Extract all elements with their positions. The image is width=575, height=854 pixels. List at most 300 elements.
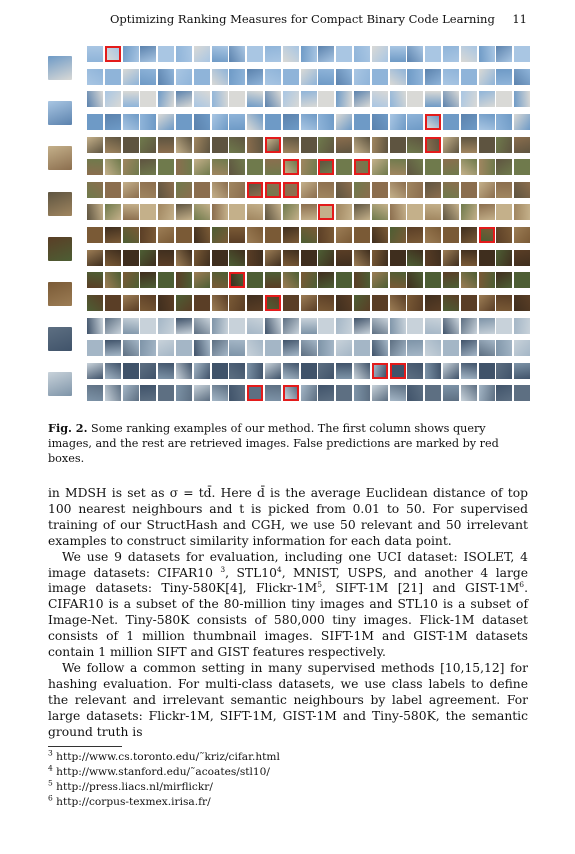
retrieved-thumbnail — [87, 227, 103, 243]
retrieved-thumbnail — [194, 69, 210, 85]
retrieved-thumbnail — [336, 295, 352, 311]
retrieved-thumbnail — [87, 363, 103, 379]
footnote-item — [48, 765, 528, 780]
retrieved-thumbnail — [443, 272, 459, 288]
retrieved-thumbnail — [140, 182, 156, 198]
retrieved-thumbnail — [461, 272, 477, 288]
retrieved-thumbnail — [479, 318, 495, 334]
retrieved-thumbnail — [301, 318, 317, 334]
retrieved-thumbnail — [123, 69, 139, 85]
retrieved-thumbnail — [301, 114, 317, 130]
retrieved-thumbnail — [496, 204, 512, 220]
false-prediction-thumbnail — [283, 159, 299, 175]
retrieved-thumbnail — [301, 250, 317, 266]
retrieved-thumbnail — [247, 69, 263, 85]
retrieved-thumbnail — [283, 363, 299, 379]
retrieved-thumbnail — [265, 159, 281, 175]
retrieved-thumbnail — [123, 295, 139, 311]
retrieved-thumbnail — [301, 363, 317, 379]
retrieved-thumbnail — [105, 204, 121, 220]
retrieved-thumbnail — [212, 182, 228, 198]
retrieved-thumbnail — [194, 159, 210, 175]
retrieved-thumbnail — [87, 318, 103, 334]
retrieved-thumbnail — [194, 250, 210, 266]
retrieved-thumbnail — [354, 318, 370, 334]
retrieved-thumbnail — [158, 295, 174, 311]
retrieved-thumbnail — [158, 340, 174, 356]
retrieved-thumbnail — [479, 250, 495, 266]
retrieved-thumbnail — [496, 272, 512, 288]
retrieved-thumbnail — [407, 137, 423, 153]
retrieved-thumbnail — [176, 250, 192, 266]
retrieved-thumbnail — [390, 272, 406, 288]
footnote-rule — [48, 746, 122, 747]
retrieved-thumbnail — [229, 318, 245, 334]
footnote-item — [48, 795, 528, 810]
retrieved-thumbnail — [176, 204, 192, 220]
retrieved-thumbnail — [479, 46, 495, 62]
retrieved-thumbnail — [318, 272, 334, 288]
retrieved-thumbnail — [443, 363, 459, 379]
retrieved-thumbnail — [372, 91, 388, 107]
retrieved-thumbnail — [372, 227, 388, 243]
retrieved-thumbnail — [318, 69, 334, 85]
retrieved-thumbnail — [87, 340, 103, 356]
retrieved-thumbnail — [212, 250, 228, 266]
retrieved-thumbnail — [479, 385, 495, 401]
retrieved-thumbnail — [301, 182, 317, 198]
retrieved-thumbnail — [390, 227, 406, 243]
retrieved-thumbnail — [425, 340, 441, 356]
retrieved-thumbnail — [229, 340, 245, 356]
retrieved-thumbnail — [194, 227, 210, 243]
retrieved-thumbnail — [443, 91, 459, 107]
body-text — [48, 486, 528, 741]
retrieved-thumbnail — [105, 295, 121, 311]
retrieved-thumbnail — [354, 363, 370, 379]
retrieved-thumbnail — [354, 182, 370, 198]
retrieved-thumbnail — [318, 250, 334, 266]
false-prediction-thumbnail — [265, 295, 281, 311]
retrieved-thumbnail — [158, 318, 174, 334]
false-prediction-thumbnail — [354, 159, 370, 175]
retrieved-thumbnail — [461, 318, 477, 334]
retrieved-thumbnail — [158, 227, 174, 243]
retrieved-thumbnail — [354, 250, 370, 266]
retrieved-thumbnail — [105, 385, 121, 401]
retrieved-thumbnail — [407, 363, 423, 379]
paragraph-2 — [48, 550, 528, 661]
retrieved-thumbnail — [318, 227, 334, 243]
retrieved-thumbnail — [496, 250, 512, 266]
retrieved-thumbnail — [140, 250, 156, 266]
retrieved-thumbnail — [229, 114, 245, 130]
retrieved-thumbnail — [87, 182, 103, 198]
false-prediction-thumbnail — [247, 182, 263, 198]
retrieved-thumbnail — [140, 340, 156, 356]
retrieved-thumbnail — [372, 69, 388, 85]
retrieved-thumbnail — [283, 295, 299, 311]
retrieved-thumbnail — [140, 295, 156, 311]
retrieved-thumbnail — [283, 204, 299, 220]
retrieved-thumbnail — [372, 340, 388, 356]
page-number: 11 — [512, 12, 527, 26]
retrieved-thumbnail — [283, 340, 299, 356]
retrieved-thumbnail — [443, 114, 459, 130]
retrieved-thumbnail — [390, 182, 406, 198]
footnote-link[interactable]: http://corpus-texmex.irisa.fr/ — [56, 796, 211, 808]
retrieved-thumbnail — [247, 250, 263, 266]
retrieved-thumbnail — [390, 204, 406, 220]
figure-caption — [48, 421, 528, 466]
false-prediction-thumbnail — [265, 182, 281, 198]
retrieved-thumbnail — [194, 46, 210, 62]
retrieved-thumbnail — [247, 272, 263, 288]
retrieved-thumbnail — [123, 272, 139, 288]
retrieved-thumbnail — [87, 204, 103, 220]
query-image — [48, 237, 72, 261]
retrieved-thumbnail — [461, 182, 477, 198]
retrieved-thumbnail — [176, 91, 192, 107]
retrieved-thumbnail — [354, 137, 370, 153]
query-image — [48, 192, 72, 216]
retrieved-thumbnail — [212, 204, 228, 220]
retrieved-thumbnail — [425, 91, 441, 107]
retrieved-thumbnail — [461, 46, 477, 62]
retrieved-thumbnail — [496, 46, 512, 62]
retrieved-thumbnail — [140, 272, 156, 288]
retrieved-thumbnail — [194, 204, 210, 220]
retrieved-thumbnail — [354, 204, 370, 220]
retrieved-thumbnail — [443, 340, 459, 356]
retrieved-thumbnail — [443, 318, 459, 334]
retrieved-thumbnail — [390, 69, 406, 85]
retrieved-thumbnail — [372, 46, 388, 62]
false-prediction-thumbnail — [265, 137, 281, 153]
retrieved-thumbnail — [140, 137, 156, 153]
retrieved-thumbnail — [283, 69, 299, 85]
retrieved-thumbnail — [496, 295, 512, 311]
retrieved-thumbnail — [461, 295, 477, 311]
retrieved-thumbnail — [318, 295, 334, 311]
retrieved-thumbnail — [283, 272, 299, 288]
retrieved-thumbnail — [407, 182, 423, 198]
retrieved-thumbnail — [265, 69, 281, 85]
retrieved-images-grid — [87, 46, 530, 408]
retrieved-thumbnail — [318, 114, 334, 130]
retrieved-thumbnail — [283, 46, 299, 62]
retrieved-thumbnail — [372, 318, 388, 334]
retrieved-thumbnail — [176, 182, 192, 198]
retrieved-thumbnail — [336, 204, 352, 220]
retrieved-thumbnail — [229, 363, 245, 379]
retrieved-thumbnail — [301, 340, 317, 356]
retrieved-thumbnail — [336, 46, 352, 62]
retrieved-thumbnail — [479, 340, 495, 356]
retrieved-thumbnail — [443, 385, 459, 401]
retrieved-thumbnail — [336, 227, 352, 243]
footnote-ref: 6 — [519, 580, 525, 590]
retrieved-thumbnail — [247, 137, 263, 153]
retrieved-thumbnail — [425, 227, 441, 243]
retrieved-thumbnail — [247, 159, 263, 175]
retrieved-thumbnail — [461, 137, 477, 153]
retrieved-thumbnail — [105, 363, 121, 379]
retrieved-thumbnail — [247, 363, 263, 379]
retrieved-thumbnail — [176, 46, 192, 62]
retrieved-thumbnail — [461, 159, 477, 175]
footnote-number: 6 — [48, 793, 53, 803]
p2-part-b: , STL10 — [225, 565, 277, 580]
retrieved-thumbnail — [336, 114, 352, 130]
footnote-item — [48, 750, 528, 765]
retrieved-thumbnail — [479, 137, 495, 153]
retrieved-thumbnail — [105, 250, 121, 266]
footnote-number: 3 — [48, 748, 53, 758]
retrieved-thumbnail — [123, 227, 139, 243]
retrieved-thumbnail — [354, 295, 370, 311]
retrieved-thumbnail — [283, 114, 299, 130]
paragraph-1: in MDSH is set as σ = td̄. Here d̄ is the average Euclidean distance of top 100 nearest neighbours and t is picked from 0.01 to 50. For supervised training of our StructHash and CGH, we use 50 relevant and 50 irrelevant examples to construct similarity information for each data point. — [48, 486, 528, 548]
retrieved-thumbnail — [514, 340, 530, 356]
retrieved-thumbnail — [514, 114, 530, 130]
retrieved-thumbnail — [194, 318, 210, 334]
retrieved-thumbnail — [407, 204, 423, 220]
false-prediction-thumbnail — [425, 137, 441, 153]
retrieved-thumbnail — [496, 340, 512, 356]
retrieved-thumbnail — [229, 137, 245, 153]
false-prediction-thumbnail — [105, 46, 121, 62]
retrieved-thumbnail — [514, 137, 530, 153]
retrieved-thumbnail — [425, 272, 441, 288]
retrieved-thumbnail — [176, 137, 192, 153]
retrieved-thumbnail — [390, 318, 406, 334]
retrieved-thumbnail — [372, 137, 388, 153]
retrieved-thumbnail — [87, 137, 103, 153]
retrieved-thumbnail — [140, 114, 156, 130]
retrieved-thumbnail — [283, 137, 299, 153]
retrieved-thumbnail — [443, 46, 459, 62]
retrieved-thumbnail — [229, 159, 245, 175]
retrieved-thumbnail — [372, 272, 388, 288]
retrieved-thumbnail — [212, 363, 228, 379]
retrieved-thumbnail — [390, 340, 406, 356]
retrieved-thumbnail — [212, 91, 228, 107]
retrieved-thumbnail — [123, 46, 139, 62]
retrieved-thumbnail — [265, 204, 281, 220]
retrieved-thumbnail — [479, 159, 495, 175]
retrieved-thumbnail — [283, 227, 299, 243]
retrieved-thumbnail — [425, 69, 441, 85]
retrieved-thumbnail — [158, 182, 174, 198]
retrieved-thumbnail — [123, 91, 139, 107]
retrieved-thumbnail — [87, 385, 103, 401]
false-prediction-thumbnail — [318, 204, 334, 220]
retrieved-thumbnail — [496, 69, 512, 85]
retrieved-thumbnail — [229, 204, 245, 220]
retrieved-thumbnail — [407, 340, 423, 356]
retrieved-thumbnail — [247, 46, 263, 62]
retrieved-thumbnail — [123, 250, 139, 266]
retrieved-thumbnail — [158, 204, 174, 220]
retrieved-thumbnail — [212, 137, 228, 153]
retrieved-thumbnail — [443, 69, 459, 85]
retrieved-thumbnail — [194, 91, 210, 107]
caption-text: Some ranking examples of our method. The first column shows query images, and the rest are retrieved images. False predictions are marked by red boxes. — [48, 422, 499, 465]
retrieved-thumbnail — [105, 159, 121, 175]
retrieved-thumbnail — [212, 318, 228, 334]
retrieved-thumbnail — [212, 69, 228, 85]
retrieved-thumbnail — [87, 114, 103, 130]
retrieved-thumbnail — [123, 114, 139, 130]
retrieved-thumbnail — [407, 91, 423, 107]
footnote-link[interactable]: http://press.liacs.nl/mirflickr/ — [56, 781, 213, 793]
retrieved-thumbnail — [461, 340, 477, 356]
retrieved-thumbnail — [479, 363, 495, 379]
retrieved-thumbnail — [514, 318, 530, 334]
retrieved-thumbnail — [176, 272, 192, 288]
false-prediction-thumbnail — [390, 363, 406, 379]
retrieved-thumbnail — [176, 159, 192, 175]
retrieved-thumbnail — [194, 137, 210, 153]
retrieved-thumbnail — [390, 91, 406, 107]
retrieved-thumbnail — [390, 114, 406, 130]
retrieved-thumbnail — [283, 250, 299, 266]
retrieved-thumbnail — [496, 159, 512, 175]
false-prediction-thumbnail — [479, 227, 495, 243]
retrieved-thumbnail — [123, 182, 139, 198]
footnote-ref: 4 — [276, 564, 282, 574]
retrieved-thumbnail — [87, 69, 103, 85]
retrieved-thumbnail — [354, 69, 370, 85]
retrieved-thumbnail — [372, 114, 388, 130]
retrieved-thumbnail — [336, 182, 352, 198]
retrieved-thumbnail — [176, 318, 192, 334]
retrieved-thumbnail — [407, 272, 423, 288]
retrieved-thumbnail — [407, 385, 423, 401]
retrieved-thumbnail — [443, 182, 459, 198]
retrieved-thumbnail — [461, 91, 477, 107]
retrieved-thumbnail — [301, 295, 317, 311]
retrieved-thumbnail — [194, 363, 210, 379]
retrieved-thumbnail — [229, 250, 245, 266]
retrieved-thumbnail — [123, 204, 139, 220]
retrieved-thumbnail — [425, 46, 441, 62]
retrieved-thumbnail — [140, 318, 156, 334]
retrieved-thumbnail — [407, 227, 423, 243]
retrieved-thumbnail — [87, 46, 103, 62]
retrieved-thumbnail — [318, 340, 334, 356]
query-images-column — [46, 46, 74, 408]
retrieved-thumbnail — [212, 227, 228, 243]
retrieved-thumbnail — [265, 318, 281, 334]
retrieved-thumbnail — [229, 69, 245, 85]
retrieved-thumbnail — [443, 227, 459, 243]
retrieved-thumbnail — [212, 295, 228, 311]
retrieved-thumbnail — [176, 385, 192, 401]
retrieved-thumbnail — [140, 227, 156, 243]
retrieved-thumbnail — [229, 46, 245, 62]
retrieved-thumbnail — [354, 272, 370, 288]
retrieved-thumbnail — [318, 91, 334, 107]
footnote-number: 5 — [48, 778, 53, 788]
retrieved-thumbnail — [425, 318, 441, 334]
retrieved-thumbnail — [229, 91, 245, 107]
retrieved-thumbnail — [407, 159, 423, 175]
retrieved-thumbnail — [105, 272, 121, 288]
retrieved-thumbnail — [443, 159, 459, 175]
footnote-link[interactable]: http://www.stanford.edu/˜acoates/stl10/ — [56, 766, 270, 778]
false-prediction-thumbnail — [247, 385, 263, 401]
retrieved-thumbnail — [372, 250, 388, 266]
retrieved-thumbnail — [496, 363, 512, 379]
p2-part-a: We use 9 datasets for evaluation, including one UCI dataset: ISOLET, 4 image datasets: CIFAR10 — [48, 549, 528, 580]
retrieved-thumbnail — [407, 114, 423, 130]
retrieved-thumbnail — [318, 318, 334, 334]
retrieved-thumbnail — [247, 114, 263, 130]
retrieved-thumbnail — [140, 363, 156, 379]
retrieved-thumbnail — [479, 272, 495, 288]
retrieved-thumbnail — [176, 114, 192, 130]
retrieved-thumbnail — [105, 114, 121, 130]
figure-label: Fig. 2. — [48, 421, 88, 435]
retrieved-thumbnail — [105, 182, 121, 198]
retrieved-thumbnail — [443, 295, 459, 311]
retrieved-thumbnail — [176, 69, 192, 85]
retrieved-thumbnail — [514, 363, 530, 379]
retrieved-thumbnail — [176, 227, 192, 243]
retrieved-thumbnail — [123, 137, 139, 153]
retrieved-thumbnail — [496, 91, 512, 107]
retrieved-thumbnail — [123, 385, 139, 401]
retrieved-thumbnail — [354, 385, 370, 401]
retrieved-thumbnail — [461, 204, 477, 220]
retrieved-thumbnail — [372, 295, 388, 311]
retrieved-thumbnail — [194, 295, 210, 311]
retrieved-thumbnail — [105, 227, 121, 243]
retrieved-thumbnail — [212, 46, 228, 62]
query-image — [48, 56, 72, 80]
retrieved-thumbnail — [479, 204, 495, 220]
retrieved-thumbnail — [318, 182, 334, 198]
retrieved-thumbnail — [301, 227, 317, 243]
retrieved-thumbnail — [176, 295, 192, 311]
retrieved-thumbnail — [140, 91, 156, 107]
retrieved-thumbnail — [140, 385, 156, 401]
retrieved-thumbnail — [265, 272, 281, 288]
retrieved-thumbnail — [425, 204, 441, 220]
retrieved-thumbnail — [194, 272, 210, 288]
footnote-link[interactable]: http://www.cs.toronto.edu/˜kriz/cifar.html — [56, 751, 280, 763]
retrieved-thumbnail — [390, 46, 406, 62]
retrieved-thumbnail — [425, 385, 441, 401]
retrieved-thumbnail — [247, 318, 263, 334]
retrieved-thumbnail — [301, 385, 317, 401]
retrieved-thumbnail — [158, 137, 174, 153]
retrieved-thumbnail — [372, 385, 388, 401]
retrieved-thumbnail — [425, 295, 441, 311]
false-prediction-thumbnail — [229, 272, 245, 288]
ranking-examples-figure — [46, 46, 530, 408]
running-title: Optimizing Ranking Measures for Compact Binary Code Learning — [110, 12, 495, 26]
page-header — [0, 12, 575, 28]
retrieved-thumbnail — [212, 159, 228, 175]
retrieved-thumbnail — [265, 227, 281, 243]
query-image — [48, 282, 72, 306]
retrieved-thumbnail — [105, 340, 121, 356]
footnote-ref: 5 — [317, 580, 322, 590]
retrieved-thumbnail — [372, 204, 388, 220]
